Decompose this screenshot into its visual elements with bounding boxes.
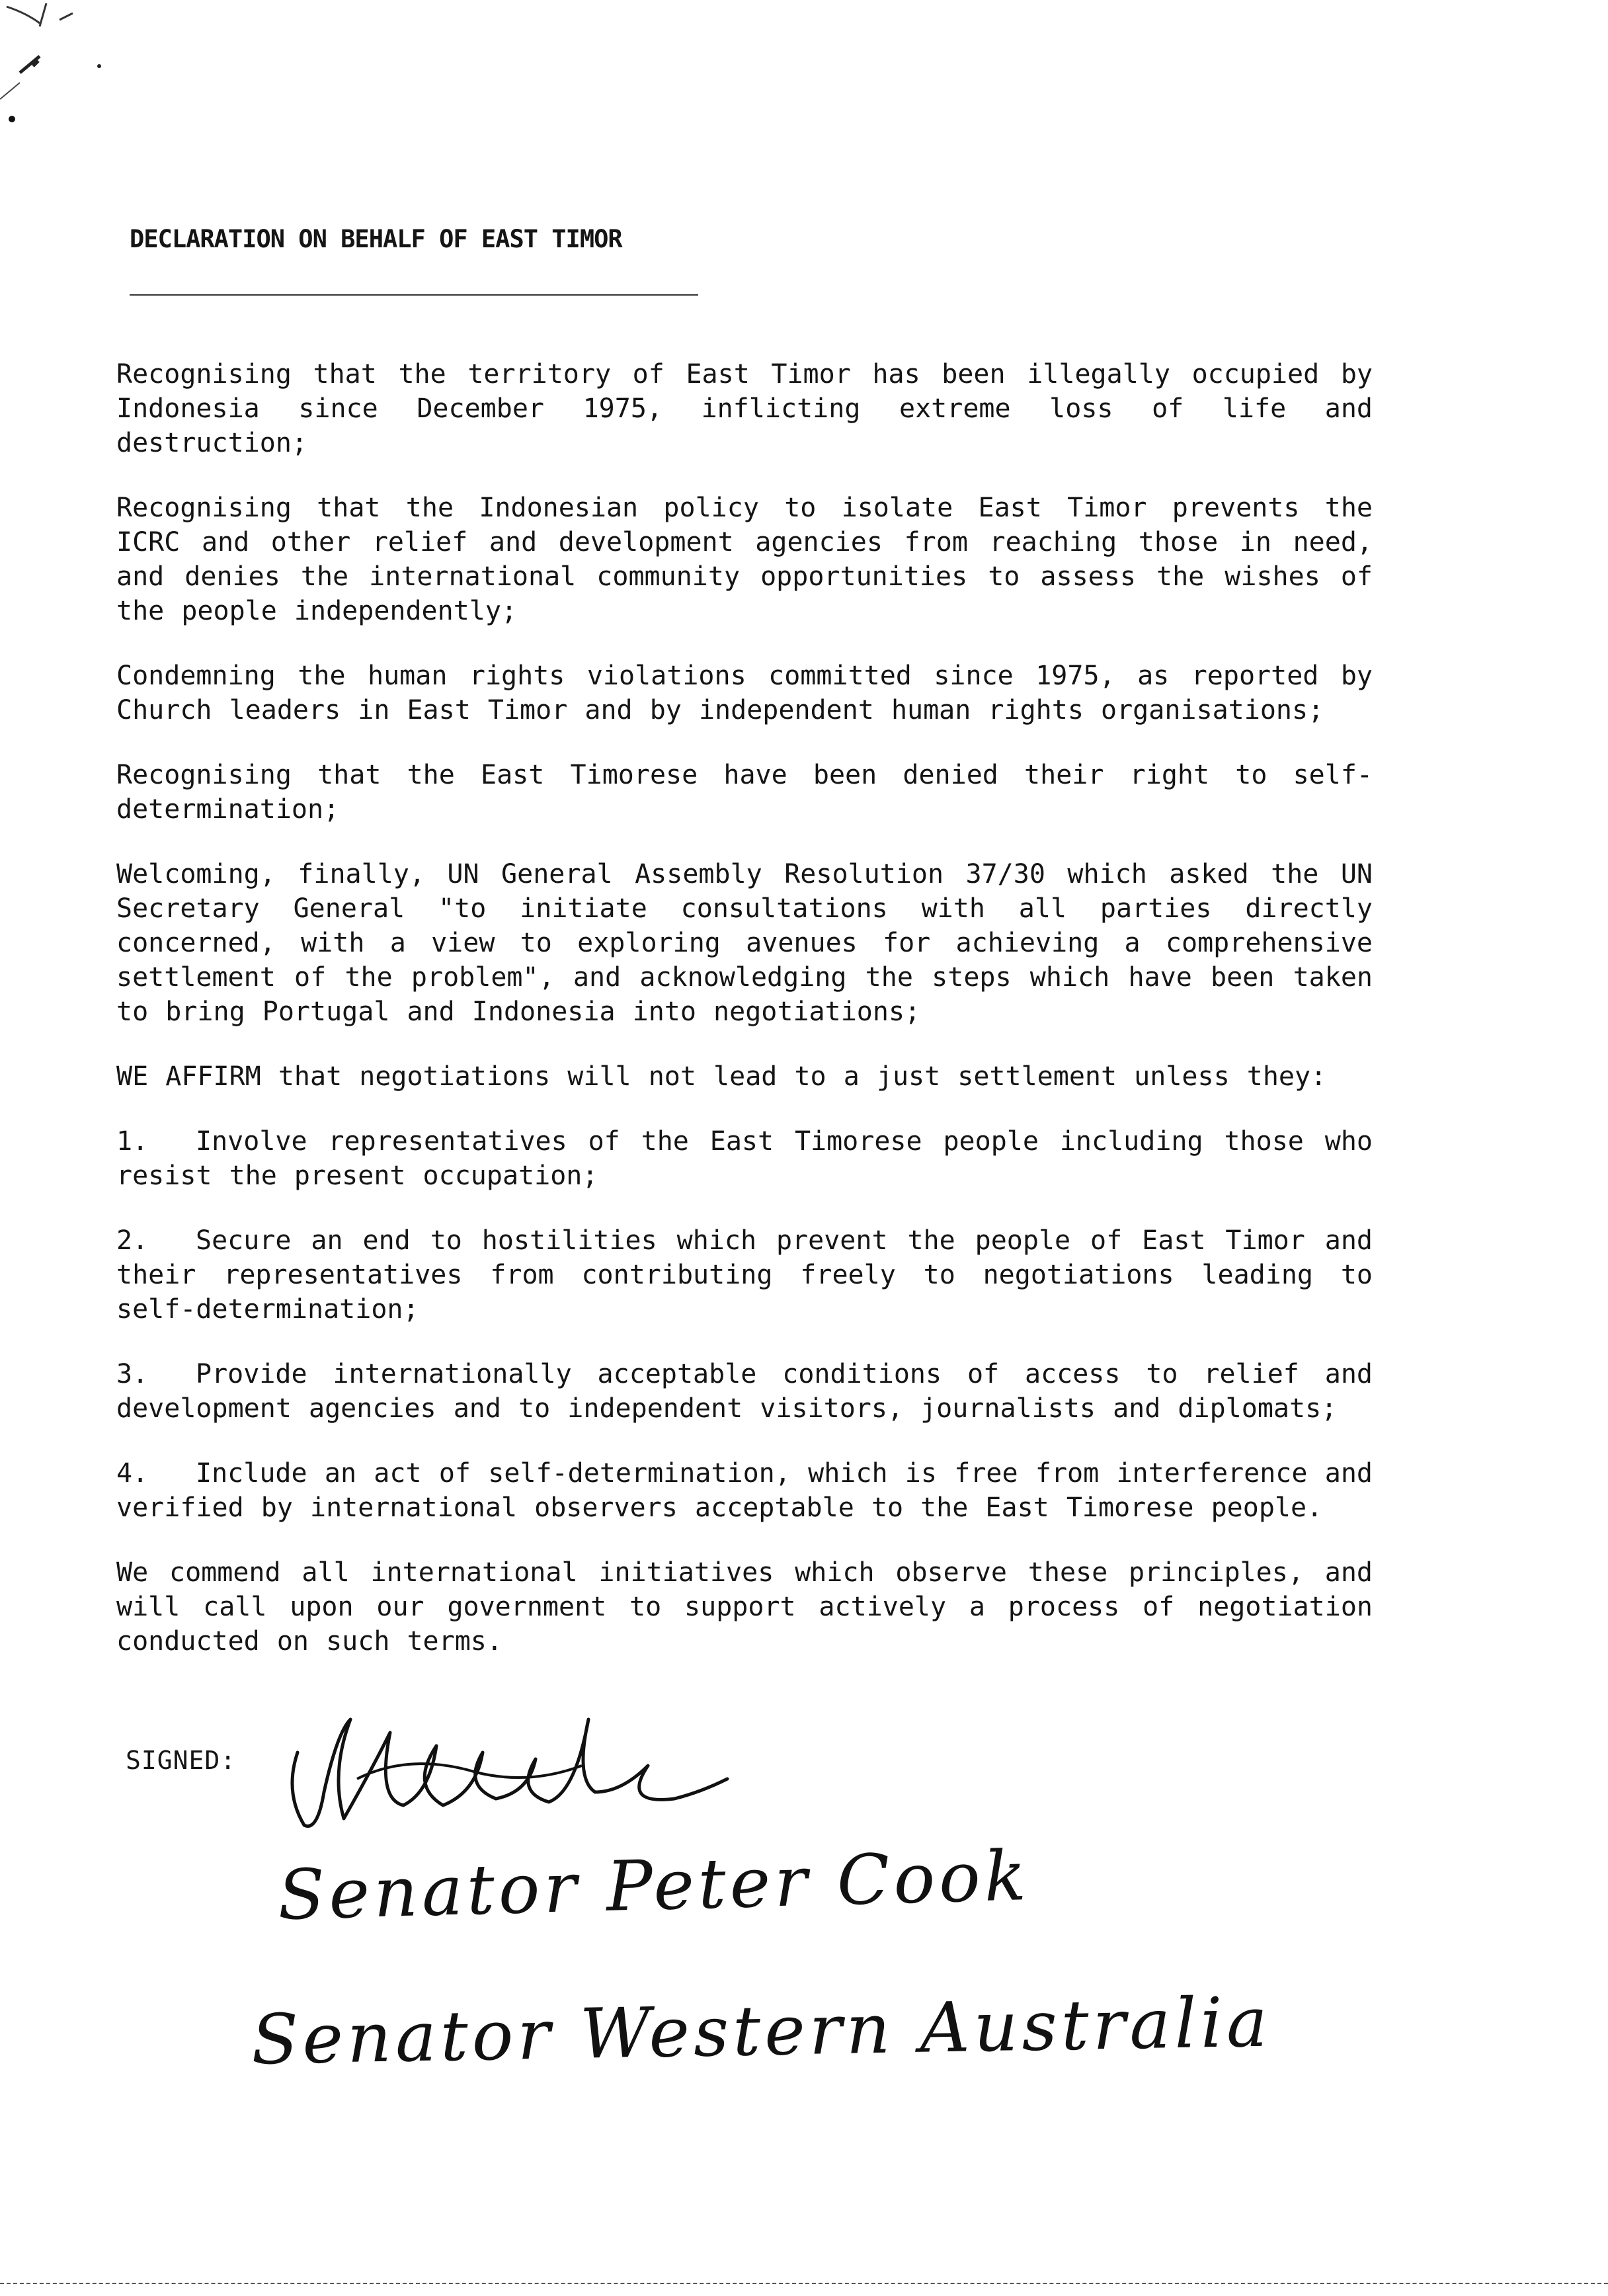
affirmation-line: WE AFFIRM that negotiations will not lead to a just settlement unless they: (116, 1061, 1327, 1092)
scan-edge (0, 2283, 1608, 2284)
signed-label: SIGNED: (126, 1746, 237, 1775)
item-number: 3. (116, 1359, 149, 1389)
paragraph-4: Recognising that the East Timorese have been denied their right to self-determination; (116, 760, 1373, 825)
document-title: DECLARATION ON BEHALF OF EAST TIMOR (130, 225, 622, 253)
handwritten-title: Senator Western Australia (251, 1981, 1272, 2080)
closing-paragraph: We commend all international initiatives which observe these principles, and will call upon our government to support actively a process of negotiation conducted on such terms. (116, 1557, 1373, 1657)
item-number: 2. (116, 1225, 149, 1256)
item-text: Secure an end to hostilities which prevent the people of East Timor and their representatives from contributing freely to negotiations leading to self-determination; (116, 1225, 1373, 1325)
handwritten-name: Senator Peter Cook (276, 1835, 1031, 1936)
list-item (116, 1456, 1373, 1525)
title-underline (130, 294, 698, 296)
list-item (116, 1357, 1373, 1426)
paragraph-2: Recognising that the Indonesian policy to isolate East Timor prevents the ICRC and other relief and development agencies from reaching those in need, and denies the international community opportunities to assess the wishes of the people independently; (116, 493, 1373, 626)
item-text: Involve representatives of the East Timorese people including those who resist the present occupation; (116, 1126, 1373, 1191)
item-text: Include an act of self-determination, which is free from interference and verified by international observers acceptable to the East Timorese people. (116, 1458, 1373, 1523)
paragraph-5: Welcoming, finally, UN General Assembly Resolution 37/30 which asked the UN Secretary General "to initiate consultations with all parties directly concerned, with a view to exploring avenues for achieving a comprehensive settlement of the problem", and acknowledging the steps which have been taken to bring Portugal and Indonesia into negotiations; (116, 859, 1373, 1027)
item-number: 4. (116, 1458, 149, 1489)
item-text: Provide internationally acceptable conditions of access to relief and development agencies and to independent visitors, journalists and diplomats; (116, 1359, 1373, 1424)
document-body (116, 357, 1373, 1689)
list-item (116, 1223, 1373, 1327)
signature (278, 1693, 754, 1845)
paragraph-1: Recognising that the territory of East Timor has been illegally occupied by Indonesia since December 1975, inflicting extreme loss of life and destruction; (116, 359, 1373, 458)
item-number: 1. (116, 1126, 149, 1157)
paragraph-3: Condemning the human rights violations committed since 1975, as reported by Church leaders in East Timor and by independent human rights organisations; (116, 661, 1373, 725)
list-item (116, 1124, 1373, 1193)
scan-marks (0, 0, 132, 132)
